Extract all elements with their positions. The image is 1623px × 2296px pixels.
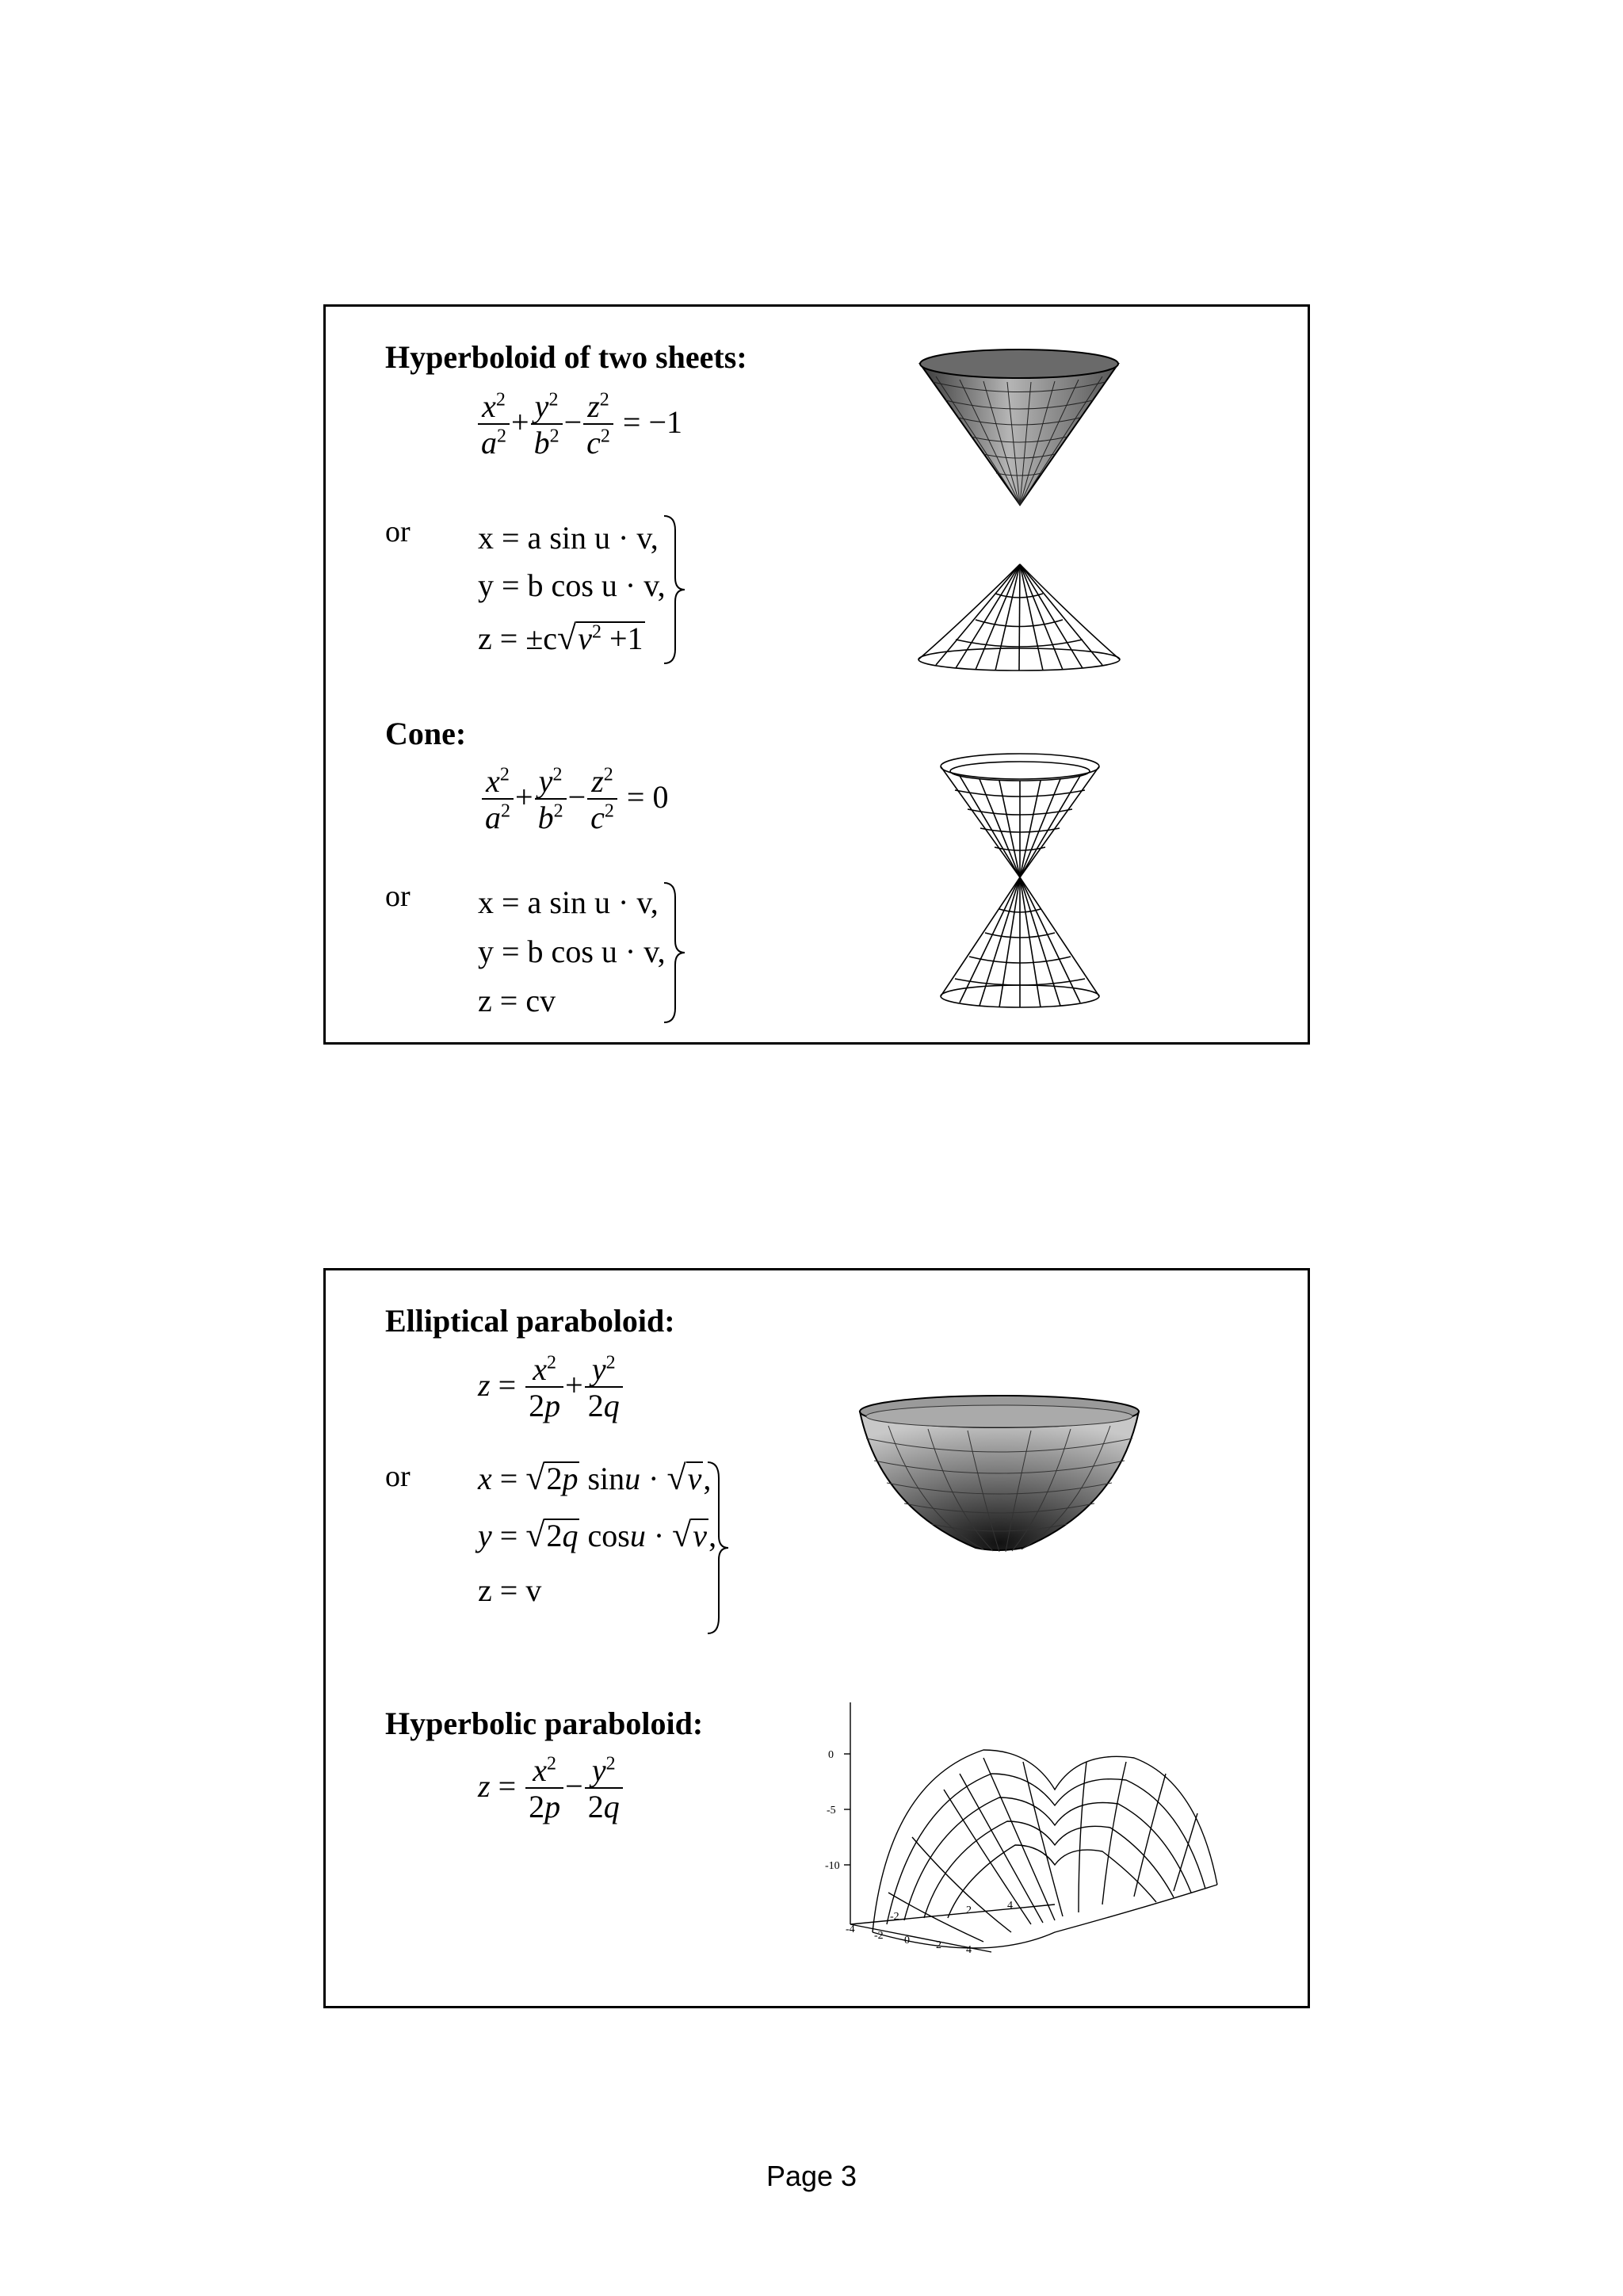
cone-param-z: z = cv bbox=[478, 983, 556, 1018]
hyperboloid-rhs: = −1 bbox=[622, 404, 683, 441]
x-tick-2: 0 bbox=[904, 1935, 910, 1946]
cone-figure bbox=[936, 751, 1110, 1020]
hyperboloid-title: Hyperboloid of two sheets: bbox=[385, 339, 747, 375]
cone-or: or bbox=[385, 880, 411, 913]
y-tick-2: 4 bbox=[1007, 1900, 1013, 1912]
hyperboloid-two-sheets-figure bbox=[912, 338, 1126, 655]
cone-param-x: x = a sin u · v, bbox=[478, 884, 659, 920]
hyperboloid-brace bbox=[663, 514, 686, 665]
cone-brace bbox=[663, 881, 686, 1024]
elliptical-paraboloid-title: Elliptical paraboloid: bbox=[385, 1303, 675, 1339]
elliptical-brace bbox=[706, 1461, 730, 1635]
hyperbolic-paraboloid-title: Hyperbolic paraboloid: bbox=[385, 1706, 704, 1741]
slide-quadrics-1 bbox=[323, 304, 1310, 1045]
cone-equation: $\frac{x^2}{a^2}$ + $\frac{y^2}{b^2}$ − $\frac{z^2}{c^2}$ = 0 bbox=[480, 765, 668, 836]
cone-title: Cone: bbox=[385, 716, 467, 751]
elliptical-paraboloid-figure bbox=[857, 1389, 1142, 1564]
z-tick-0: 0 bbox=[828, 1749, 834, 1761]
hyperboloid-or: or bbox=[385, 515, 411, 548]
x-tick-0: -4 bbox=[846, 1924, 855, 1935]
elliptical-param-x: x = √2p sinu · √v, bbox=[478, 1458, 712, 1497]
hyperbolic-paraboloid-figure bbox=[825, 1694, 1221, 1972]
hyperbolic-paraboloid-equation: z = $\frac{x^2}{2p}$ − $\frac{y^2}{2q}$ bbox=[478, 1754, 624, 1825]
y-tick-1: 2 bbox=[966, 1904, 972, 1916]
slide-quadrics-2 bbox=[323, 1268, 1310, 2008]
elliptical-paraboloid-or: or bbox=[385, 1460, 411, 1493]
hyperboloid-param-z: $z = \pm c√v^2 +1$ bbox=[478, 618, 643, 657]
z-tick-minus10: -10 bbox=[825, 1860, 840, 1872]
z-tick-minus5: -5 bbox=[827, 1805, 836, 1817]
x-tick-3: 2 bbox=[936, 1939, 941, 1951]
elliptical-param-y: y = √2q cosu · √v, bbox=[478, 1515, 717, 1554]
hyperboloid-equation: $\frac{x^2}{a^2}$ + $\frac{y^2}{b^2}$ − $\frac{z^2}{c^2}$ = −1 bbox=[476, 390, 682, 461]
page-number: Page 3 bbox=[766, 2160, 857, 2192]
elliptical-param-z: z = v bbox=[478, 1572, 542, 1608]
hyperboloid-param-y: y = b cos u · v, bbox=[478, 567, 666, 603]
x-tick-4: 4 bbox=[966, 1944, 972, 1956]
hyperboloid-param-x: x = a sin u · v, bbox=[478, 520, 659, 556]
cone-rhs: = 0 bbox=[626, 779, 669, 816]
elliptical-paraboloid-equation: z = $\frac{x^2}{2p}$ + $\frac{y^2}{2q}$ bbox=[478, 1353, 624, 1424]
y-tick-0: -2 bbox=[890, 1911, 899, 1923]
cone-param-y: y = b cos u · v, bbox=[478, 934, 666, 969]
x-tick-1: -2 bbox=[874, 1930, 884, 1942]
